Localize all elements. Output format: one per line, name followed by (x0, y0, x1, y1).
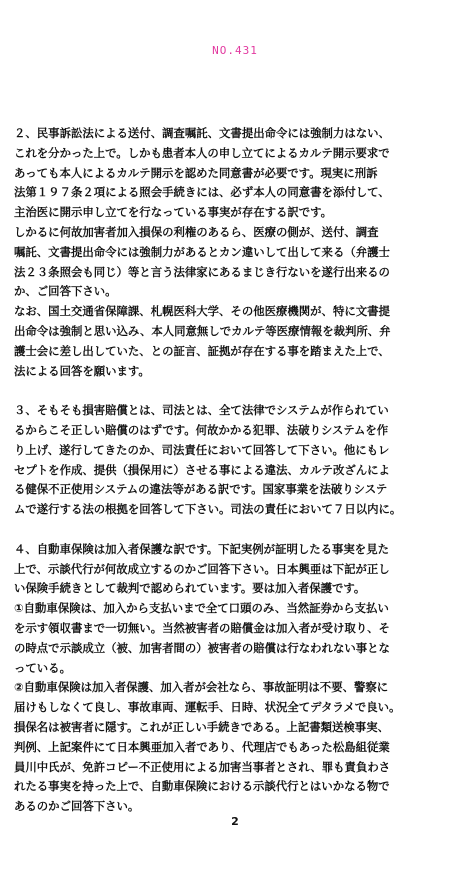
text-line: れたる事実を持った上で、自動車保険における示談代行とはいかなる物で (14, 779, 390, 794)
paragraph-gap (14, 520, 464, 540)
text-line: セプトを作成、提供（損保用に）させる事による違法、カルテ改ざんによ (14, 462, 390, 477)
paragraph-3 (14, 401, 464, 520)
text-line: ①自動車保険は、加入から支払いまで全て口頭のみ、当然証券から支払い (14, 601, 389, 616)
text-line: なお、国土交通省保障課、札幌医科大学、その他医療機関が、特に文書提 (14, 304, 390, 319)
text-line: ②自動車保険は加入者保護、加入者が会社なら、事故証明は不要、警察に (14, 680, 389, 695)
text-line: 上で、示談代行が何故成立するのかご回答下さい。日本興亜は下記が正し (14, 561, 390, 576)
text-line: あっても本人によるカルテ開示を認めた同意書が必要です。現実に刑訴 (14, 165, 378, 180)
text-line: る健保不正使用システムの違法等がある訳です。国家事業を法破りシステ (14, 482, 388, 497)
text-line: 法による回答を願います。 (14, 363, 150, 378)
document-body (14, 124, 464, 817)
text-line: 判例、上記案件にて日本興亜加入者であり、代理店でもあった松島組従業 (14, 739, 390, 754)
text-line: か、ご回答下さい。 (14, 284, 117, 299)
text-line: り上げ、遂行してきたのか、司法責任において回答して下さい。他にもレ (14, 442, 390, 457)
document-number: NO.431 (212, 44, 258, 57)
text-line: るからこそ正しい賠償のはずです。何故かかる犯罪、法破りシステムを作 (14, 422, 389, 437)
text-line: あるのかご回答下さい。 (14, 799, 140, 814)
text-line: 法第１９７条２項による照会手続きには、必ず本人の同意書を添付して、 (14, 185, 390, 200)
text-line: っている。 (14, 660, 71, 675)
text-line: ４、自動車保険は加入者保護な訳です。下記実例が証明したる事実を見た (14, 541, 389, 556)
paragraph-4 (14, 540, 464, 817)
paragraph-2 (14, 124, 464, 381)
text-line: しかるに何故加害者加入損保の利権のあるら、医療の側が、送付、調査 (14, 224, 379, 239)
text-line: い保険手続きとして裁判で認められています。要は加入者保護です。 (14, 581, 366, 596)
text-line: ムで遂行する法の根拠を回答して下さい。司法の責任において７日以内に。 (14, 502, 402, 517)
text-line: 護士会に差し出していた、との証言、証拠が存在する事を踏まえた上で、 (14, 343, 390, 358)
page-number: 2 (231, 815, 239, 828)
text-line: 届けもしなくて良し、事故車両、運転手、日時、状況全てデタラメで良い。 (14, 700, 401, 715)
text-line: ３、そもそも損害賠償とは、司法とは、全て法律でシステムが作られてい (14, 403, 389, 418)
text-line: 損保名は被害者に隠す。これが正しい手続きである。上記書類送検事実、 (14, 719, 389, 734)
text-line: 出命令は強制と思い込み、本人同意無しでカルテ等医療情報を裁判所、弁 (14, 323, 391, 338)
paragraph-gap (14, 381, 464, 401)
text-line: を示す領収書まで一切無い。当然被害者の賠償金は加入者が受け取り、そ (14, 620, 390, 635)
text-line: 主治医に開示申し立てを行なっている事実が存在する訳です。 (14, 205, 333, 220)
text-line: これを分かった上で。しかも患者本人の申し立てによるカルテ開示要求で (14, 145, 390, 160)
text-line: 嘱託、文書提出命令には強制力があるとカン違いして出して来る（弁護士 (14, 244, 390, 259)
text-line: の時点で示談成立（被、加害者間の）被害者の賠償は行なわれない事とな (14, 640, 390, 655)
text-line: ２、民事訴訟法による送付、調査嘱託、文書提出命令には強制力はない、 (14, 126, 390, 140)
text-line: 法２３条照会も同じ）等と言う法律家にあるまじき行ないを遂行出来るの (14, 264, 390, 279)
text-line: 員川中氏が、免許コピー不正使用による加害当事者とされ、罪も責負わさ (14, 759, 391, 774)
